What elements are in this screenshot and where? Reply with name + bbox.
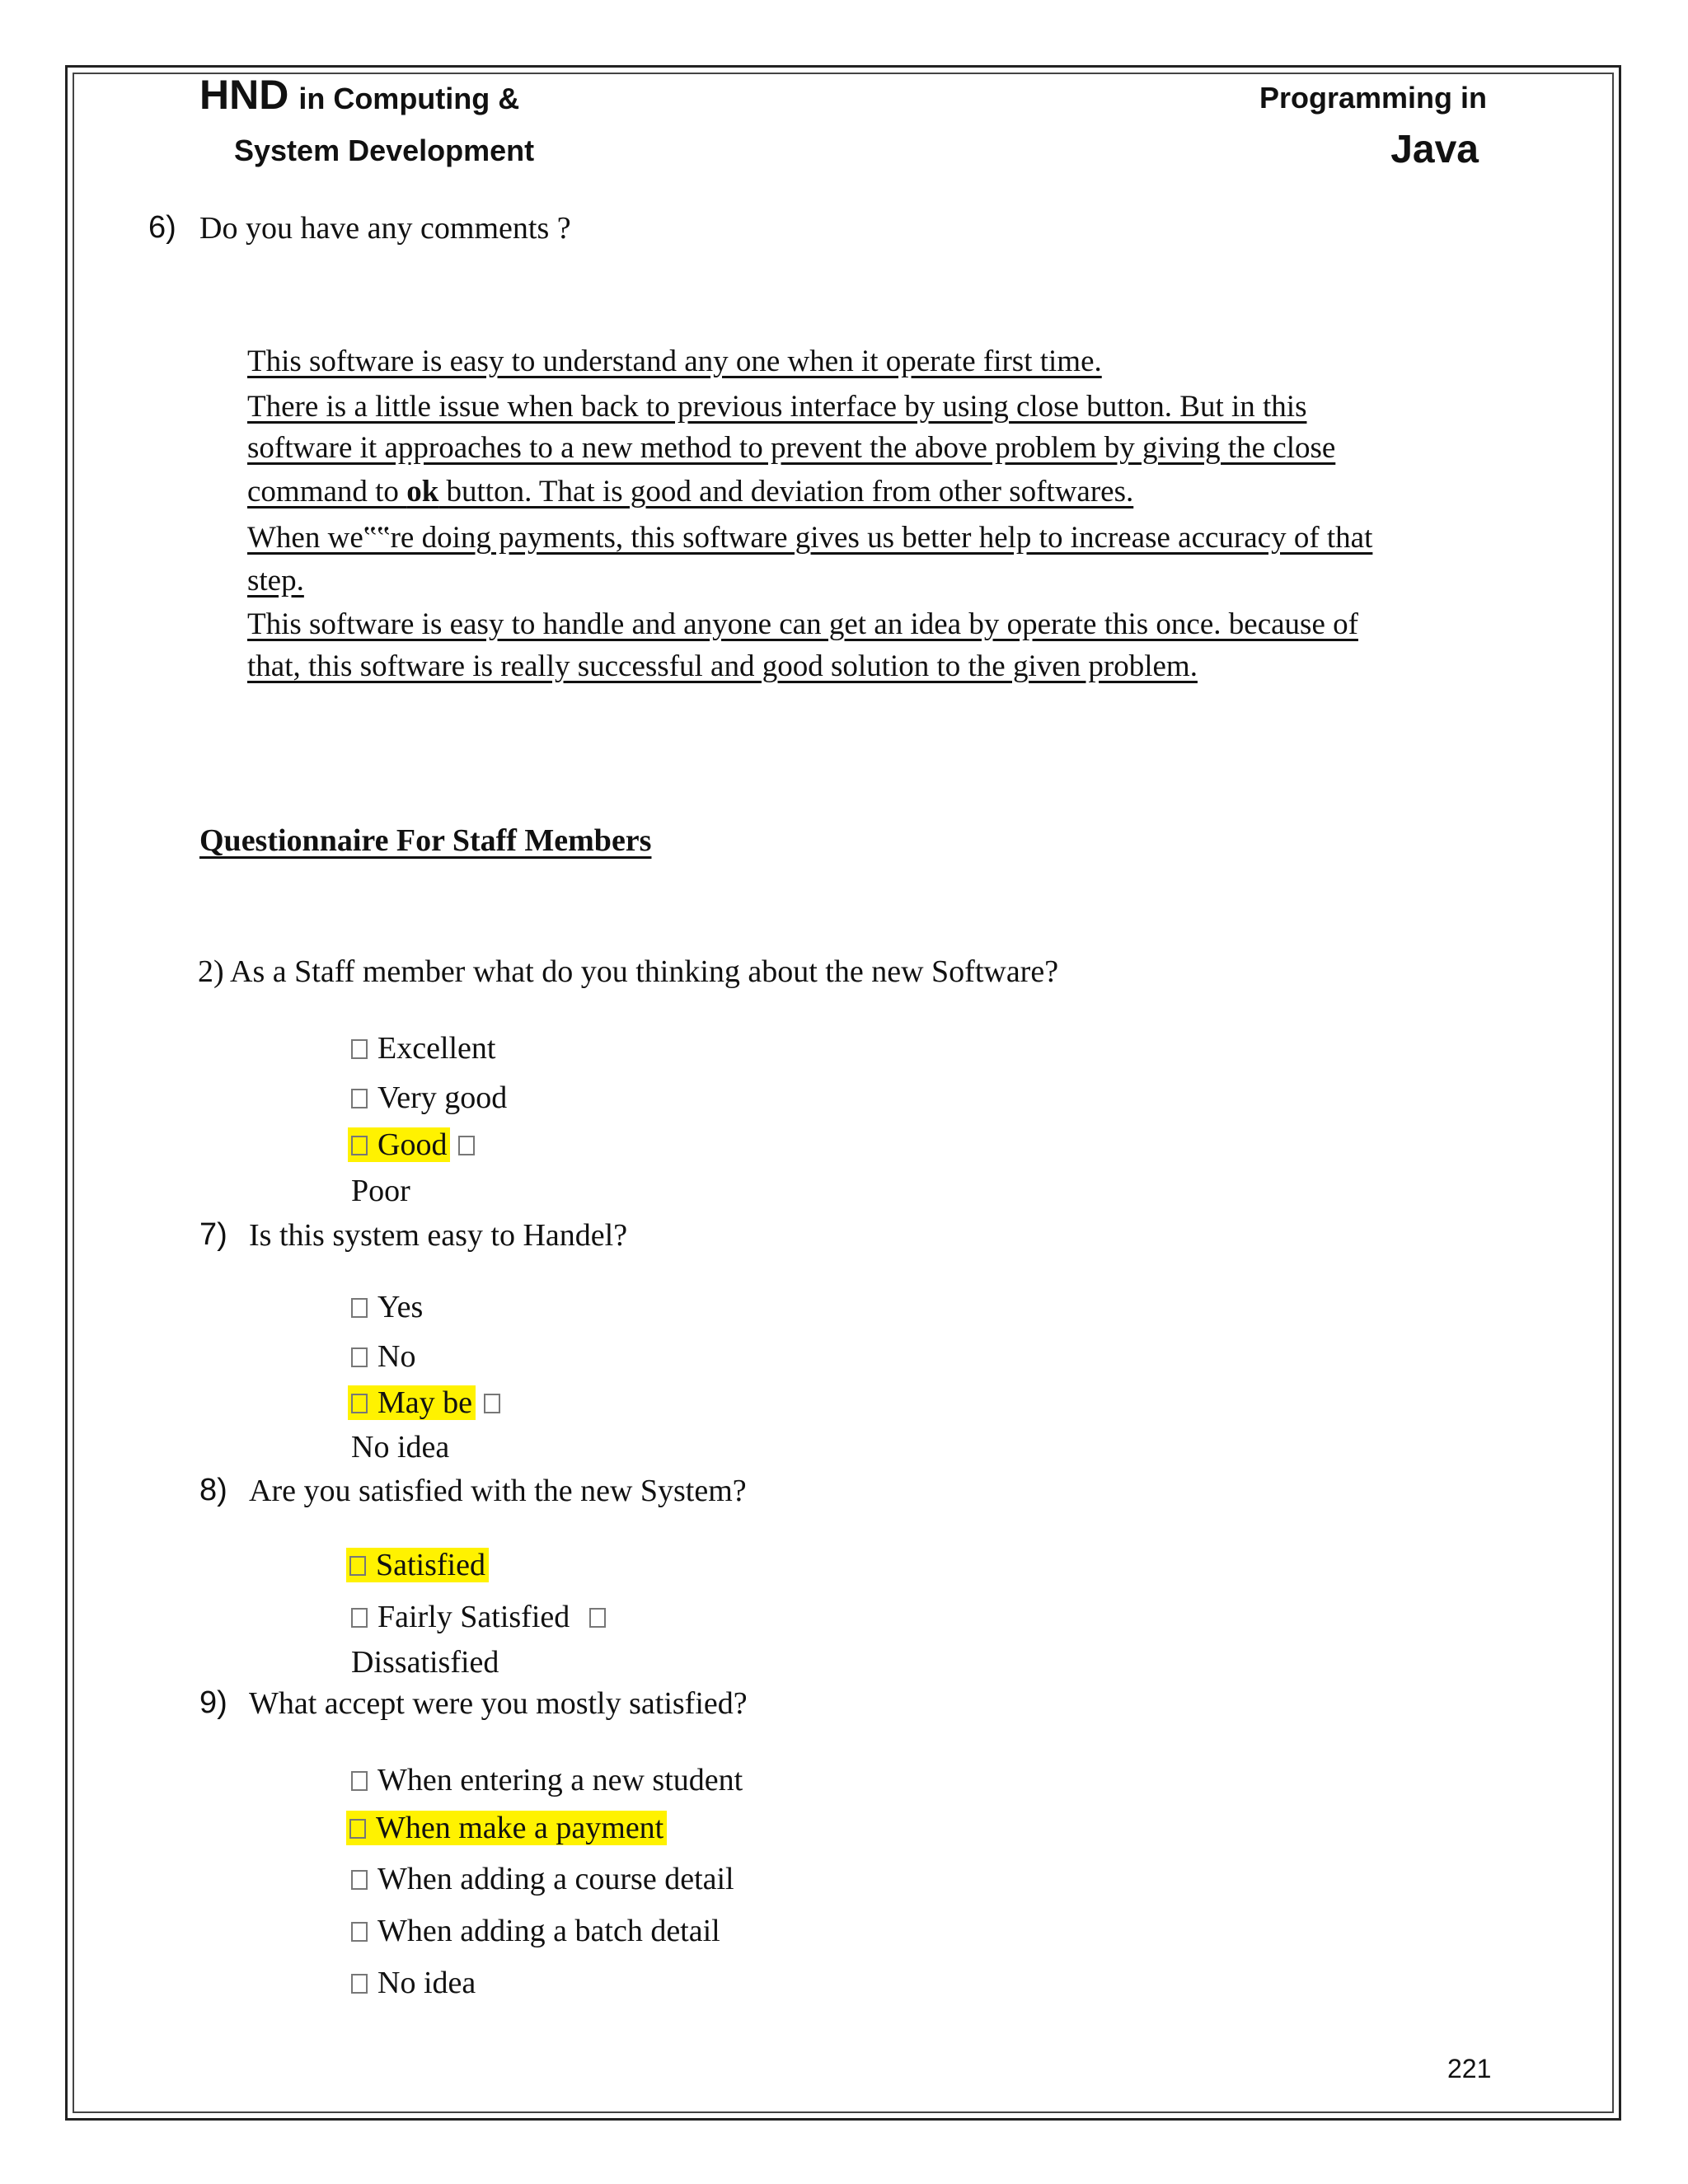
q9-option-new-student[interactable]: When entering a new student: [351, 1762, 743, 1798]
checkbox-icon: [351, 1922, 368, 1942]
comment-line-4-prefix: command to: [247, 475, 407, 509]
checkbox-icon: [484, 1394, 500, 1413]
q8-number: 8): [199, 1473, 227, 1507]
q2-option-good[interactable]: [348, 1127, 485, 1163]
comment-line-8: that, this software is really successful and good solution to the given problem.: [247, 649, 1198, 683]
q7-option-no-idea[interactable]: No idea: [351, 1430, 450, 1465]
comment-line-5: When we‟‟re doing payments, this software gives us better help to increase accuracy of that: [247, 521, 1373, 555]
selected-highlight: When make a payment: [346, 1811, 667, 1845]
section-title: Questionnaire For Staff Members: [199, 823, 652, 858]
checkbox-icon: [351, 1039, 368, 1059]
q8-text: Are you satisfied with the new System?: [249, 1474, 747, 1508]
comment-line-6: step.: [247, 564, 304, 598]
checkbox-icon: [351, 1347, 368, 1367]
q7-option-may-be[interactable]: [348, 1385, 510, 1421]
checkbox-icon: [351, 1089, 368, 1108]
comment-ok-bold: ok: [406, 475, 439, 509]
header-line2: System Development: [234, 134, 535, 167]
checkbox-icon: [351, 1136, 368, 1155]
checkbox-icon: [349, 1819, 366, 1839]
q7-option-yes[interactable]: Yes: [351, 1289, 423, 1325]
q9-option-no-idea[interactable]: No idea: [351, 1965, 476, 2001]
page-number: 221: [1447, 2054, 1492, 2083]
q9-option-payment[interactable]: [346, 1810, 667, 1846]
comment-line-2: There is a little issue when back to previous interface by using close button. But in this: [247, 390, 1307, 424]
selected-highlight: Satisfied: [346, 1548, 489, 1582]
checkbox-icon: [589, 1608, 606, 1628]
comment-line-4: [247, 474, 1133, 509]
q9-text: What accept were you mostly satisfied?: [249, 1686, 748, 1721]
checkbox-icon: [351, 1870, 368, 1890]
header-right2: Java: [1390, 128, 1479, 171]
comment-line-1: This software is easy to understand any one when it operate first time.: [247, 344, 1102, 378]
q7-option-no[interactable]: No: [351, 1338, 415, 1375]
checkbox-icon: [349, 1556, 366, 1576]
checkbox-icon: [351, 1394, 368, 1413]
q7-text: Is this system easy to Handel?: [249, 1218, 628, 1253]
q2-text: 2) As a Staff member what do you thinking about the new Software?: [198, 954, 1059, 989]
header-left-line1: [199, 71, 519, 119]
selected-highlight: May be: [348, 1385, 476, 1420]
checkbox-icon: [351, 1608, 368, 1628]
q7-number: 7): [199, 1217, 227, 1252]
checkbox-icon: [351, 1974, 368, 1994]
q6-text: Do you have any comments ?: [199, 211, 571, 246]
header-right1: Programming in: [1259, 81, 1487, 115]
q2-option-poor[interactable]: Poor: [351, 1174, 410, 1208]
q8-option-fairly-satisfied[interactable]: Fairly Satisfied: [351, 1599, 616, 1635]
checkbox-icon: [351, 1771, 368, 1791]
checkbox-icon: [458, 1136, 475, 1155]
q9-option-batch-detail[interactable]: When adding a batch detail: [351, 1913, 720, 1949]
header-hnd: HND: [199, 72, 289, 118]
comment-line-3: software it approaches to a new method to prevent the above problem by giving the close: [247, 431, 1336, 465]
q2-option-very-good[interactable]: Very good: [351, 1080, 507, 1116]
selected-highlight: Good: [348, 1127, 450, 1162]
q2-option-excellent[interactable]: Excellent: [351, 1030, 495, 1066]
checkbox-icon: [351, 1298, 368, 1318]
q8-option-dissatisfied[interactable]: Dissatisfied: [351, 1645, 499, 1680]
q8-option-satisfied[interactable]: [346, 1547, 489, 1583]
comment-line-4-rest: button. That is good and deviation from other softwares.: [446, 475, 1134, 509]
comment-line-7: This software is easy to handle and anyone can get an idea by operate this once. because of: [247, 607, 1358, 641]
q6-number: 6): [148, 210, 176, 245]
q9-number: 9): [199, 1685, 227, 1720]
header-line1: in Computing &: [298, 82, 520, 115]
q9-option-course-detail[interactable]: When adding a course detail: [351, 1861, 734, 1897]
